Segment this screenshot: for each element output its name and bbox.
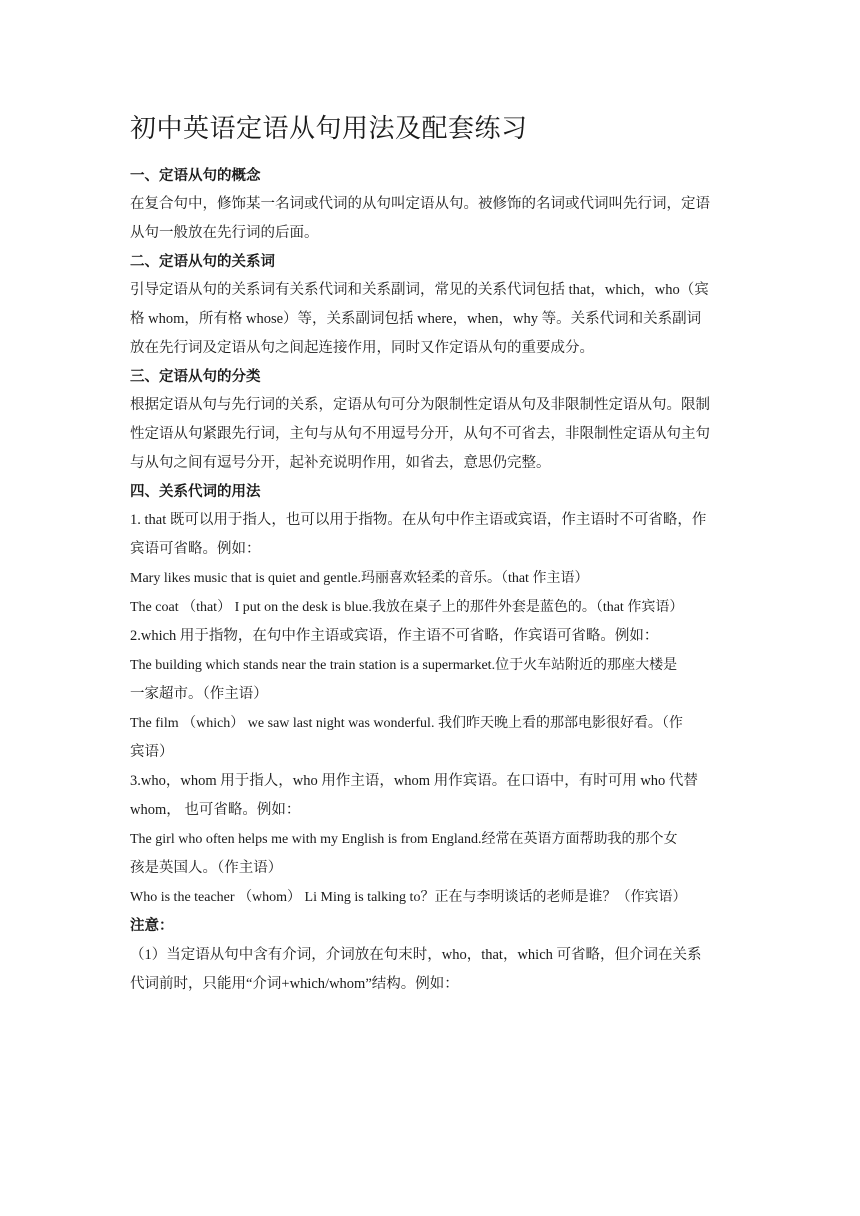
paragraph-line: 根据定语从句与先行词的关系，定语从句可分为限制性定语从句及非限制性定语从句。限制 <box>130 397 710 413</box>
paragraph-line: （1）当定语从句中含有介词，介词放在句末时，who，that，which 可省略，但介词在关系 <box>130 947 702 963</box>
document-body <box>130 112 730 999</box>
paragraph-line: 放在先行词及定语从句之间起连接作用，同时又作定语从句的重要成分。 <box>130 340 594 356</box>
paragraph-line: 格 whom，所有格 whose）等，关系副词包括 where，when，why 等。关系代词和关系副词 <box>130 311 702 327</box>
paragraph-line: 与从句之间有逗号分开，起补充说明作用，如省去，意思仍完整。 <box>130 455 551 471</box>
paragraph-line: 在复合句中，修饰某一名词或代词的从句叫定语从句。被修饰的名词或代词叫先行词，定语 <box>130 196 710 212</box>
page-title: 初中英语定语从句用法及配套练习 <box>130 114 528 143</box>
note-heading: 注意： <box>130 918 174 934</box>
paragraph-line: 孩是英国人。（作主语） <box>130 860 283 876</box>
paragraph-line: 引导定语从句的关系词有关系代词和关系副词，常见的关系代词包括 that，which，who（宾 <box>130 282 709 298</box>
paragraph-line: 一家超市。（作主语） <box>130 686 268 702</box>
example-sentence: The coat （that） I put on the desk is blue.我放在桌子上的那件外套是蓝色的。（that 作宾语） <box>130 600 684 615</box>
example-sentence: The building which stands near the train station is a supermarket.位于火车站附近的那座大楼是 <box>130 658 678 673</box>
section-heading-relatives: 二、定语从句的关系词 <box>130 254 275 270</box>
paragraph-line: 从句一般放在先行词的后面。 <box>130 225 319 241</box>
paragraph-line: 性定语从句紧跟先行词，主句与从句不用逗号分开，从句不可省去，非限制性定语从句主句 <box>130 426 710 442</box>
section-heading-pronoun-usage: 四、关系代词的用法 <box>130 484 261 500</box>
example-sentence: Mary likes music that is quiet and gentle.玛丽喜欢轻柔的音乐。（that 作主语） <box>130 571 589 586</box>
paragraph-line: 1. that 既可以用于指人，也可以用于指物。在从句中作主语或宾语，作主语时不可省略，作 <box>130 512 707 528</box>
example-sentence: Who is the teacher （whom） Li Ming is talking to？正在与李明谈话的老师是谁？（作宾语） <box>130 890 687 905</box>
section-heading-classification: 三、定语从句的分类 <box>130 369 261 385</box>
paragraph-line: 宾语） <box>130 744 174 760</box>
paragraph-line: 代词前时，只能用“介词+which/whom”结构。例如： <box>130 976 459 992</box>
paragraph-line: 宾语可省略。例如： <box>130 541 261 557</box>
example-sentence: The film （which） we saw last night was wonderful. 我们昨天晚上看的那部电影很好看。（作 <box>130 716 683 731</box>
paragraph-line: 3.who，whom 用于指人，who 用作主语，whom 用作宾语。在口语中，有时可用 who 代替 <box>130 773 698 789</box>
example-sentence: The girl who often helps me with my English is from England.经常在英语方面帮助我的那个女 <box>130 832 678 847</box>
paragraph-line: 2.which 用于指物，在句中作主语或宾语，作主语不可省略，作宾语可省略。例如： <box>130 628 659 644</box>
paragraph-line: whom， 也可省略。例如： <box>130 802 301 818</box>
section-heading-concept: 一、定语从句的概念 <box>130 168 261 184</box>
